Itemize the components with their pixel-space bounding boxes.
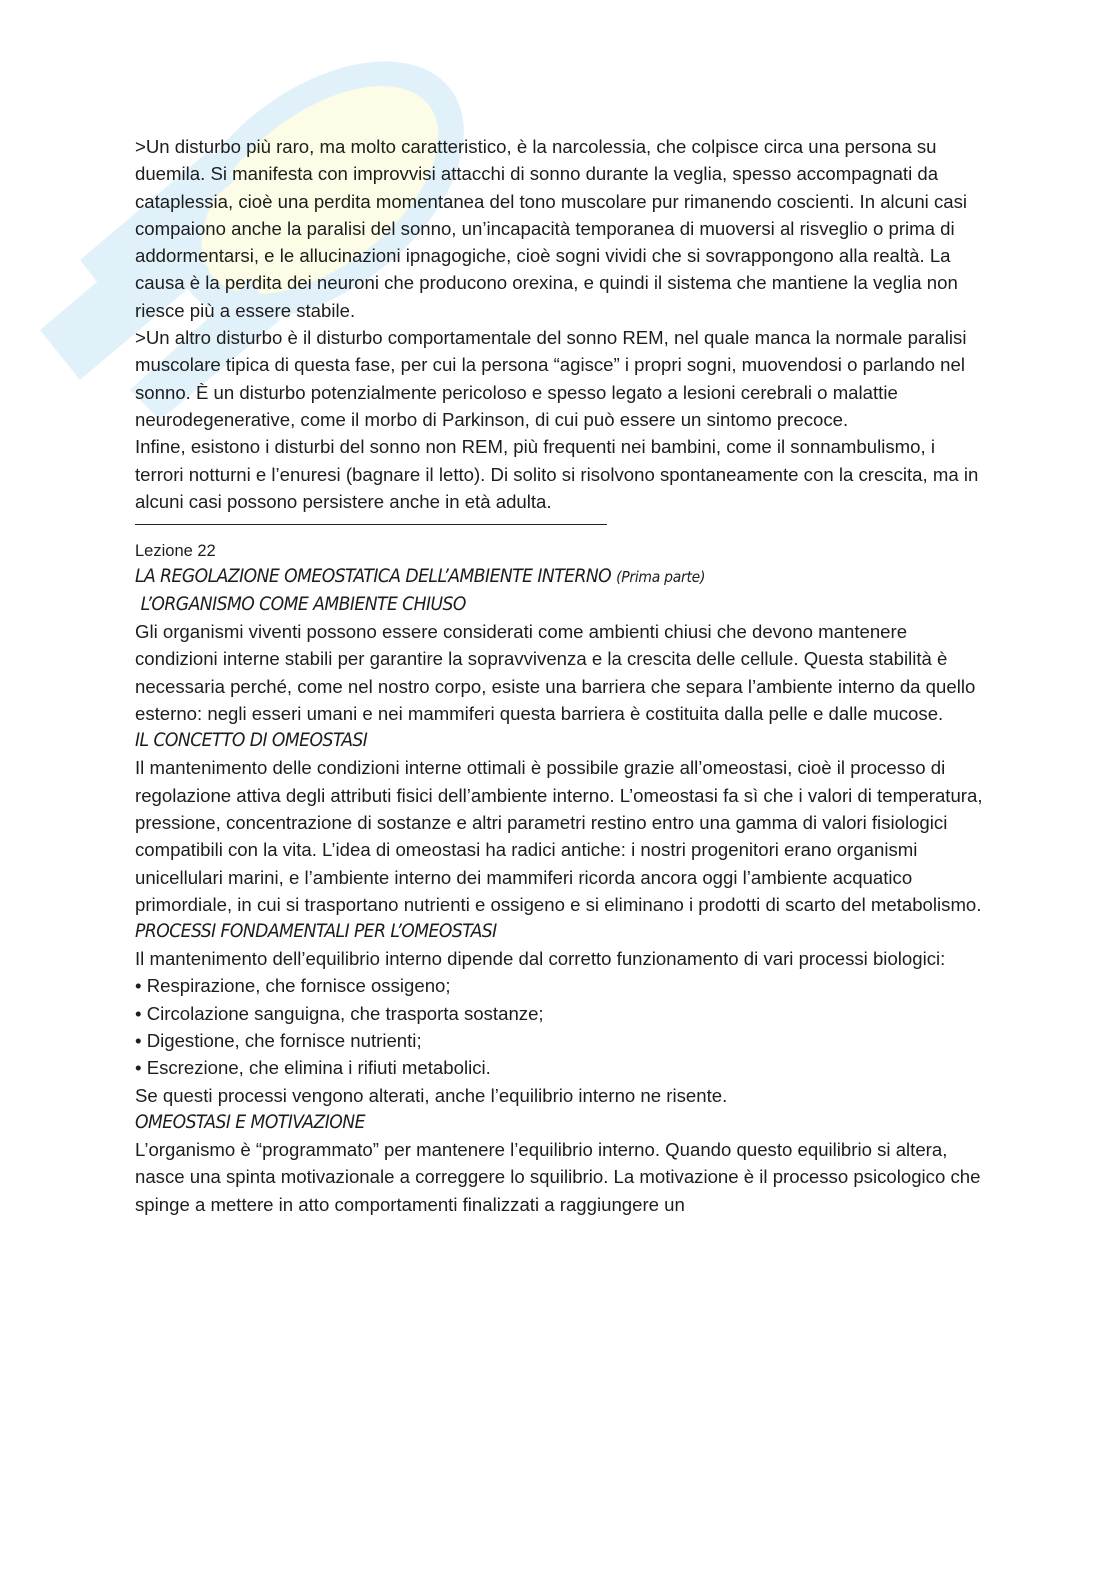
list-item: • Digestione, che fornisce nutrienti;	[135, 1027, 985, 1054]
main-title-suffix: (Prima parte)	[616, 568, 706, 587]
paragraph-closed-environment: Gli organismi viventi possono essere considerati come ambienti chiusi che devono mantenere condizioni interne stabili per garantire la sopravvivenza e la crescita delle cellule. Questa stabilità è necessaria perché, come nel nostro corpo, esiste una barriera che separa l’ambiente interno da quello esterno: negli esseri umani e nei mammiferi questa barriera è costituita dalla pelle e dalle mucose.	[135, 621, 976, 725]
paragraph-homeostasis-concept: Il mantenimento delle condizioni interne ottimali è possibile grazie all’omeostasi, cioè il processo di regolazione attiva degli attributi fisici dell’ambiente interno. L’omeostasi fa sì che i valori di temperatura, pressione, concentrazione di sostanze e altri parametri restino entro una gamma di valori fisiologici compatibili con la vita. L’idea di omeostasi ha radici antiche: i nostri progenitori erano organismi unicellulari marini, e l’ambiente interno dei mammiferi ricorda ancora oggi l’ambiente acquatico primordiale, in cui si trasportano nutrienti e ossigeno e si eliminano i prodotti di scarto del metabolismo.	[135, 757, 983, 915]
main-title-text: LA REGOLAZIONE OMEOSTATICA DELL’AMBIENTE INTERNO	[135, 566, 612, 588]
paragraph-homeostasis-motivation: L’organismo è “programmato” per mantenere l’equilibrio interno. Quando questo equilibrio si altera, nasce una spinta motivazionale a correggere lo squilibrio. La motivazione è il processo psicologico che spinge a mettere in atto comportamenti finalizzati a raggiungere un	[135, 1138, 981, 1215]
heading-fundamental-processes: PROCESSI FONDAMENTALI PER L’OMEOSTASI	[135, 921, 497, 943]
paragraph-rem-disorder: >Un altro disturbo è il disturbo comportamentale del sonno REM, nel quale manca la normale paralisi muscolare tipica di questa fase, per cui la persona “agisce” i propri sogni, muovendosi o parlando nel sonno. È un disturbo potenzialmente pericoloso e spesso legato a lesioni cerebrali o malattie neurodegenerative, come il morbo di Parkinson, di cui può essere un sintomo precoce.	[135, 327, 967, 430]
heading-closed-environment: L’ORGANISMO COME AMBIENTE CHIUSO	[140, 594, 466, 616]
list-item: • Respirazione, che fornisce ossigeno;	[135, 972, 985, 999]
paragraph-narcolepsy: >Un disturbo più raro, ma molto caratteristico, è la narcolessia, che colpisce circa una persona su duemila. Si manifesta con improvvisi attacchi di sonno durante la veglia, spesso accompagnati da cataplessia, cioè una perdita momentanea del tono muscolare pur rimanendo coscienti. In alcuni casi compaiono anche la paralisi del sonno, un’incapacità temporanea di muoversi al risveglio o prima di addormentarsi, e le allucinazioni ipnagogiche, cioè sogni vividi che si sovrappongono alla realtà. La causa è la perdita dei neuroni che producono orexina, e quindi il sistema che mantiene la veglia non riesce più a essere stabile.	[135, 136, 968, 321]
processes-list	[135, 972, 985, 1081]
section-divider	[135, 524, 607, 525]
heading-homeostasis-motivation: OMEOSTASI E MOTIVAZIONE	[135, 1111, 365, 1133]
main-title	[135, 563, 926, 591]
heading-homeostasis-concept: IL CONCETTO DI OMEOSTASI	[135, 730, 368, 752]
paragraph-processes-outro: Se questi processi vengono alterati, anche l’equilibrio interno ne risente.	[135, 1084, 728, 1106]
list-item: • Circolazione sanguigna, che trasporta sostanze;	[135, 1000, 985, 1027]
lesson-label: Lezione 22	[135, 542, 216, 561]
list-item: • Escrezione, che elimina i rifiuti metabolici.	[135, 1054, 985, 1081]
paragraph-nrem-disorders: Infine, esistono i disturbi del sonno non REM, più frequenti nei bambini, come il sonnambulismo, i terrori notturni e l’enuresi (bagnare il letto). Di solito si risolvono spontaneamente con la crescita, ma in alcuni casi possono persistere anche in età adulta.	[135, 436, 979, 512]
paragraph-processes-intro: Il mantenimento dell’equilibrio interno dipende dal corretto funzionamento di vari processi biologici:	[135, 948, 946, 970]
document-body	[135, 133, 985, 1218]
